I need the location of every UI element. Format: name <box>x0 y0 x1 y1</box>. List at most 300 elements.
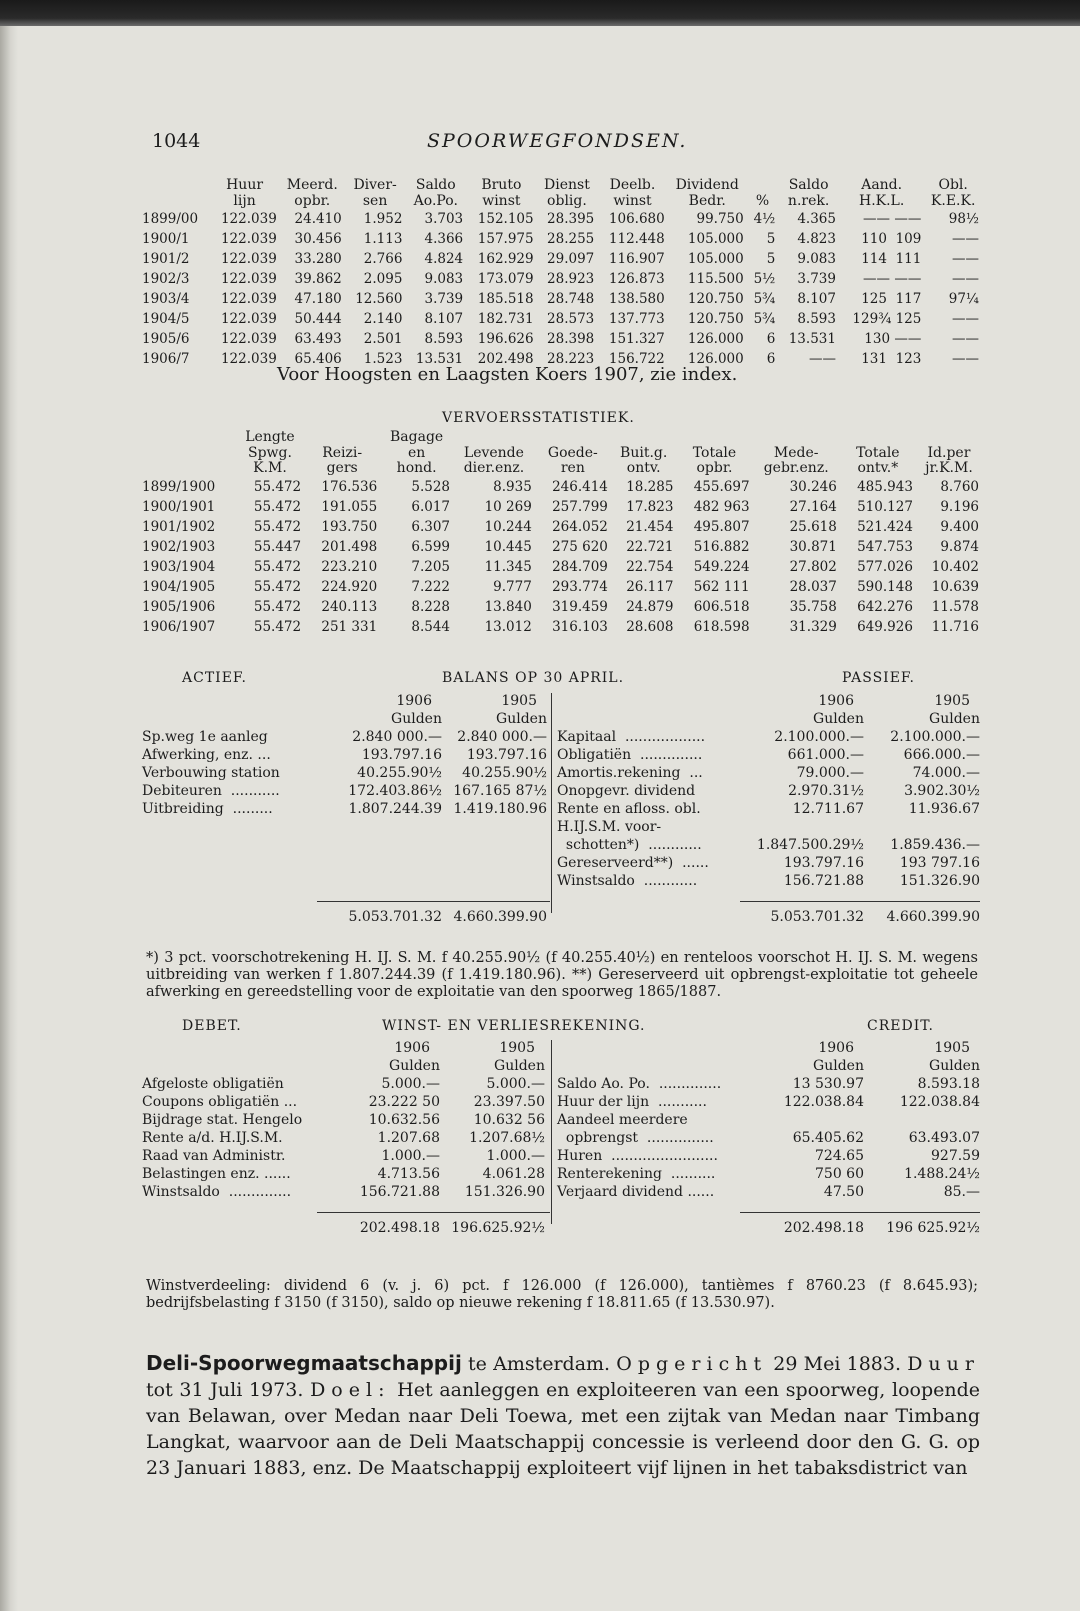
table-cell: 138.580 <box>608 291 665 307</box>
table-cell: 122.039 <box>220 331 277 347</box>
table-cell: 35.758 <box>789 598 837 615</box>
entry-value: 1.207.68½ <box>469 1130 545 1146</box>
table-cell: 28.608 <box>626 618 674 635</box>
header-cell: % <box>755 192 770 209</box>
entry-value: 2.840 000.— <box>352 729 442 745</box>
pl-footnote: Winstverdeeling: dividend 6 (v. j. 6) pct. f 126.000 (f 126.000), tantièmes f 8760.23 (f 8.645.93); bedrijfsbelasting f 3150 (f 3150), saldo op nieuwe rekening f 18.811.65 (f 13.530.97). <box>146 1278 978 1311</box>
entry-label: Renterekening .......... <box>557 1166 716 1182</box>
table-cell: 27.164 <box>789 498 837 515</box>
table-cell: 55.472 <box>253 578 302 595</box>
row-year: 1904/1905 <box>142 578 216 595</box>
entry-value: 4.713.56 <box>377 1166 440 1182</box>
table-cell: 6.599 <box>411 538 451 555</box>
profit-loss-account <box>142 1040 980 1290</box>
row-year: 1900/1 <box>142 231 190 247</box>
table-row <box>142 517 982 537</box>
financial-table-body <box>142 209 982 369</box>
table-cell: 2.095 <box>363 271 403 287</box>
table-cell: 1.113 <box>363 231 403 247</box>
table-cell: 191.055 <box>321 498 378 515</box>
entry-value: 10.632 56 <box>473 1112 545 1128</box>
header-cell: Dividend <box>675 177 739 193</box>
table-cell: 202.498 <box>477 351 534 367</box>
entry-value: 1.000.— <box>381 1148 440 1164</box>
table-cell: 33.280 <box>294 251 342 267</box>
entry-value: 661.000.— <box>787 747 864 763</box>
table-cell: 1.523 <box>363 351 403 367</box>
entry-label: Verjaard dividend ...... <box>557 1184 715 1200</box>
table-cell: —— <box>952 271 979 287</box>
table-cell: 8.935 <box>493 478 532 495</box>
table-cell: 6 <box>766 331 776 347</box>
table-cell: 50.444 <box>294 311 342 327</box>
entry-value: 151.326.90 <box>899 873 980 889</box>
table-cell: 4.824 <box>424 251 464 267</box>
entry-value: 47.50 <box>823 1184 864 1200</box>
entry-value: 79.000.— <box>796 765 864 781</box>
header-cell: dier.enz. <box>463 460 525 476</box>
table-cell: 562 111 <box>693 578 750 595</box>
table-row <box>142 557 982 577</box>
entry-label: Verbouwing station <box>142 765 280 781</box>
table-cell: 25.618 <box>789 518 837 535</box>
table-cell: 29.097 <box>547 251 595 267</box>
table-cell: 10.639 <box>931 578 979 595</box>
table-cell: 649.926 <box>857 618 913 635</box>
header-cell: Goede- <box>547 444 598 461</box>
table-cell: 173.079 <box>477 271 534 287</box>
table-cell: 284.709 <box>552 558 608 575</box>
header-row <box>142 461 982 477</box>
table-cell: —— <box>952 251 979 267</box>
entry-value: 1.488.24½ <box>904 1166 980 1182</box>
table-cell: 26.117 <box>626 578 674 595</box>
entry-label: Raad van Administr. <box>142 1148 286 1164</box>
table-cell: 193.750 <box>321 518 378 535</box>
header-cell <box>840 430 916 446</box>
table-cell: 28.573 <box>547 311 595 327</box>
table-cell: 114 111 <box>861 251 922 267</box>
entry-value: 11.936.67 <box>908 801 980 817</box>
year-header: 1905 <box>934 1040 970 1056</box>
entry-value: 63.493.07 <box>908 1130 980 1146</box>
table-cell: 176.536 <box>321 478 378 495</box>
table-cell: 10.445 <box>484 538 532 555</box>
table-cell: 131 123 <box>861 351 922 367</box>
table-cell: 13.840 <box>484 598 532 615</box>
total-value: 196.625.92½ <box>451 1220 545 1236</box>
scan-top-edge <box>0 0 1080 26</box>
entry-label: Obligatiën .............. <box>557 747 703 763</box>
table-cell: 9.400 <box>940 518 979 535</box>
entry-value: 122.038.84 <box>783 1094 864 1110</box>
koers-note: Voor Hoogsten en Laagsten Koers 1907, zie index. <box>277 364 738 385</box>
table-cell: 547.753 <box>857 538 913 555</box>
header-cell: Huur <box>226 177 264 193</box>
table-cell: 642.276 <box>857 598 913 615</box>
table-cell: 6.017 <box>411 498 451 515</box>
balance-right-title: PASSIEF. <box>842 670 915 686</box>
entry-label: Coupons obligatiën ... <box>142 1094 298 1110</box>
table-cell: 246.414 <box>552 478 608 495</box>
header-cell <box>747 178 779 194</box>
table-cell: 55.472 <box>253 498 302 515</box>
table-row <box>142 497 982 517</box>
table-cell: —— <box>952 311 979 327</box>
header-cell: Aand. <box>861 177 903 193</box>
balance-title: BALANS OP 30 APRIL. <box>442 670 625 686</box>
header-cell: K.E.K. <box>930 192 976 209</box>
row-year: 1905/1906 <box>142 598 216 615</box>
table-cell: 24.410 <box>294 211 342 227</box>
header-cell <box>304 430 380 446</box>
table-cell: 9.777 <box>493 578 532 595</box>
table-cell: —— —— <box>863 211 922 227</box>
table-cell: 122.039 <box>220 231 277 247</box>
page-number: 1044 <box>152 130 201 152</box>
table-cell: 122.039 <box>220 311 277 327</box>
header-cell: Totale <box>692 444 737 461</box>
table-cell: 55.447 <box>253 538 302 555</box>
header-cell: en <box>407 444 426 461</box>
table-cell: 24.879 <box>626 598 674 615</box>
table-row <box>142 477 982 497</box>
table-cell: 5 <box>766 251 776 267</box>
table-cell: 6 <box>766 351 776 367</box>
table-cell: 12.560 <box>355 291 403 307</box>
row-year: 1903/1904 <box>142 558 216 575</box>
table-cell: 485.943 <box>857 478 913 495</box>
table-cell: 196.626 <box>477 331 534 347</box>
entry-value: 2.970.31½ <box>788 783 864 799</box>
entry-value: 1.807.244.39 <box>348 801 442 817</box>
table-cell: 129¾ 125 <box>852 311 922 327</box>
table-cell: 116.907 <box>608 251 665 267</box>
table-cell: 47.180 <box>294 291 342 307</box>
entry-value: 23.397.50 <box>473 1094 545 1110</box>
table-cell: 10.402 <box>931 558 979 575</box>
table-cell: 7.222 <box>411 578 451 595</box>
entry-value: 193.797.16 <box>783 855 864 871</box>
header-cell: Bedr. <box>688 192 726 209</box>
entry-value: 74.000.— <box>912 765 980 781</box>
header-cell <box>753 430 840 446</box>
table-cell: 11.578 <box>931 598 979 615</box>
table-cell: —— <box>952 231 979 247</box>
table-cell: 8.107 <box>797 291 836 307</box>
entry-value: 10.632.56 <box>368 1112 440 1128</box>
table-cell: 316.103 <box>552 618 608 635</box>
row-year: 1906/7 <box>142 351 190 367</box>
table-cell: 97¼ <box>948 291 979 307</box>
table-cell: 28.398 <box>547 331 595 347</box>
table-cell: 115.500 <box>687 271 744 287</box>
transport-table <box>142 430 982 637</box>
header-cell: Levende <box>463 444 524 461</box>
table-cell: 4.366 <box>424 231 464 247</box>
entry-label: Amortis.rekening ... <box>557 765 703 781</box>
total-value: 196 625.92½ <box>886 1220 980 1236</box>
table-cell: 55.472 <box>253 558 302 575</box>
table-cell: 151.327 <box>608 331 665 347</box>
table-cell: 130 —— <box>864 331 922 347</box>
header-cell <box>535 430 611 446</box>
transport-table-header <box>142 430 982 477</box>
header-cell: Dienst <box>544 177 590 193</box>
row-year: 1903/4 <box>142 291 190 307</box>
entry-value: 5.000.— <box>381 1076 440 1092</box>
entry-value: 156.721.88 <box>783 873 864 889</box>
table-cell: 65.406 <box>294 351 342 367</box>
unit-header: Gulden <box>929 1058 980 1074</box>
table-cell: 157.975 <box>477 231 534 247</box>
table-cell: 5½ <box>753 271 776 287</box>
table-cell: 106.680 <box>608 211 665 227</box>
header-cell: Bagage <box>390 429 444 445</box>
table-cell: 18.285 <box>626 478 674 495</box>
table-cell: 162.929 <box>477 251 534 267</box>
entry-label: schotten*) ............ <box>557 837 702 853</box>
entry-value: 666.000.— <box>903 747 980 763</box>
table-cell: 110 109 <box>861 231 922 247</box>
entry-label: Aandeel meerdere <box>557 1112 688 1128</box>
unit-header: Gulden <box>494 1058 545 1074</box>
table-cell: 3.739 <box>424 291 464 307</box>
pl-right-title: CREDIT. <box>867 1018 934 1034</box>
balance-left-title: ACTIEF. <box>182 670 247 686</box>
table-cell: 17.823 <box>626 498 674 515</box>
table-cell: 122.039 <box>220 351 277 367</box>
row-year: 1902/1903 <box>142 538 216 555</box>
table-cell: 319.459 <box>552 598 608 615</box>
header-cell: ren <box>560 460 585 476</box>
header-cell: sen <box>362 192 388 209</box>
table-cell: 13.531 <box>415 351 464 367</box>
deli-text-3: tot 31 Juli 1973. <box>146 1379 311 1401</box>
company-name: Deli-Spoorwegmaatschappij <box>146 1351 462 1375</box>
header-row <box>142 178 982 194</box>
table-cell: 11.716 <box>931 618 979 635</box>
table-cell: 125 117 <box>861 291 922 307</box>
table-cell: 7.205 <box>411 558 451 575</box>
table-cell: 137.773 <box>608 311 665 327</box>
table-cell: 122.039 <box>220 291 277 307</box>
table-cell: 185.518 <box>477 291 534 307</box>
table-cell: 63.493 <box>294 331 342 347</box>
table-cell: 8.760 <box>940 478 979 495</box>
table-cell: 240.113 <box>321 598 378 615</box>
table-cell: 27.802 <box>789 558 837 575</box>
table-cell: 251 331 <box>321 618 378 635</box>
entry-value: 122.038.84 <box>899 1094 980 1110</box>
table-cell: 13.012 <box>484 618 532 635</box>
table-cell: 6.307 <box>411 518 451 535</box>
entry-value: 2.100.000.— <box>890 729 980 745</box>
header-cell <box>916 430 982 446</box>
table-cell: 126.000 <box>687 331 744 347</box>
entry-label: Rente en afloss. obl. <box>557 801 701 817</box>
unit-header: Gulden <box>929 711 980 727</box>
entry-label: Afwerking, enz. ... <box>142 747 271 763</box>
deli-entry <box>146 1350 980 1481</box>
table-cell: 10.244 <box>484 518 532 535</box>
header-cell: Id.per <box>927 444 971 461</box>
table-cell: 5.528 <box>411 478 451 495</box>
unit-header: Gulden <box>496 711 547 727</box>
table-cell: 99.750 <box>696 211 744 227</box>
table-cell: 55.472 <box>253 618 302 635</box>
table-cell: 10 269 <box>484 498 532 515</box>
total-value: 4.660.399.90 <box>453 909 547 925</box>
column-divider <box>551 693 552 913</box>
table-cell: 30.456 <box>294 231 342 247</box>
table-cell: 455.697 <box>693 478 750 495</box>
pl-title: WINST- EN VERLIESREKENING. <box>382 1018 646 1034</box>
table-cell: 549.224 <box>693 558 750 575</box>
table-row <box>142 289 982 309</box>
transport-table-body <box>142 477 982 637</box>
unit-header: Gulden <box>813 711 864 727</box>
year-header: 1905 <box>934 693 970 709</box>
header-cell: Buit.g. <box>620 444 668 461</box>
row-year: 1899/00 <box>142 211 199 227</box>
header-cell: ontv. <box>626 460 661 476</box>
table-cell: 30.246 <box>789 478 837 495</box>
entry-value: 1.859.436.— <box>890 837 980 853</box>
table-cell: 39.862 <box>294 271 342 287</box>
transport-title: VERVOERSSTATISTIEK. <box>442 410 635 426</box>
header-cell <box>142 446 236 462</box>
pl-left-title: DEBET. <box>182 1018 242 1034</box>
table-row <box>142 617 982 637</box>
header-cell: Mede- <box>773 444 819 461</box>
header-cell <box>142 178 209 194</box>
total-value: 5.053.701.32 <box>770 909 864 925</box>
header-row <box>142 446 982 462</box>
table-cell: 8.107 <box>424 311 464 327</box>
table-cell: 3.739 <box>797 271 836 287</box>
table-row <box>142 577 982 597</box>
table-row <box>142 209 982 229</box>
table-cell: 120.750 <box>687 291 744 307</box>
table-cell: 152.105 <box>477 211 534 227</box>
entry-value: 193 797.16 <box>899 855 980 871</box>
header-cell <box>142 461 236 477</box>
table-cell: 28.395 <box>547 211 595 227</box>
table-cell: 28.923 <box>547 271 595 287</box>
table-cell: 8.593 <box>797 311 836 327</box>
entry-value: 12.711.67 <box>792 801 864 817</box>
table-cell: 22.754 <box>626 558 674 575</box>
deli-text-1: te Amsterdam. <box>461 1353 617 1375</box>
table-cell: 1.952 <box>363 211 403 227</box>
entry-label: Huren ........................ <box>557 1148 718 1164</box>
entry-label: Uitbreiding ......... <box>142 801 273 817</box>
entry-label: H.IJ.S.M. voor- <box>557 819 662 835</box>
table-cell: 257.799 <box>552 498 608 515</box>
entry-label: opbrengst ............... <box>557 1130 714 1146</box>
table-cell: 2.140 <box>363 311 403 327</box>
row-year: 1902/3 <box>142 271 190 287</box>
entry-value: 172.403.86½ <box>348 783 442 799</box>
table-cell: 126.873 <box>608 271 665 287</box>
table-cell: 8.593 <box>424 331 464 347</box>
header-cell: Deelb. <box>609 177 656 193</box>
running-title: SPOORWEGFONDSEN. <box>427 130 688 152</box>
unit-header: Gulden <box>391 711 442 727</box>
entry-label: Saldo Ao. Po. .............. <box>557 1076 722 1092</box>
entry-value: 1.847.500.29½ <box>756 837 864 853</box>
header-cell <box>142 430 236 446</box>
table-cell: 28.255 <box>547 231 595 247</box>
header-cell: Saldo <box>415 177 456 193</box>
entry-label: Bijdrage stat. Hengelo <box>142 1112 303 1128</box>
table-cell: 21.454 <box>626 518 674 535</box>
doel-label: Doel: <box>310 1379 391 1401</box>
header-cell: Obl. <box>938 177 968 193</box>
table-cell: 618.598 <box>693 618 750 635</box>
table-cell: 224.920 <box>321 578 378 595</box>
total-value: 202.498.18 <box>783 1220 864 1236</box>
unit-header: Gulden <box>813 1058 864 1074</box>
table-cell: 264.052 <box>552 518 608 535</box>
total-rule <box>317 901 550 902</box>
table-cell: 98½ <box>948 211 979 227</box>
entry-value: 65.405.62 <box>792 1130 864 1146</box>
entry-value: 13 530.97 <box>792 1076 864 1092</box>
table-row <box>142 329 982 349</box>
table-cell: 9.196 <box>940 498 979 515</box>
header-cell: ontv.* <box>857 460 899 476</box>
table-cell: 9.874 <box>940 538 979 555</box>
table-cell: 9.083 <box>424 271 464 287</box>
entry-value: 85.— <box>943 1184 980 1200</box>
header-cell: opbr. <box>696 460 733 476</box>
entry-label: Winstsaldo ............ <box>557 873 698 889</box>
table-cell: 223.210 <box>321 558 378 575</box>
duur-label: Duur <box>907 1353 980 1375</box>
header-row <box>142 430 982 446</box>
entry-value: 167.165 87½ <box>453 783 547 799</box>
entry-value: 40.255.90½ <box>462 765 547 781</box>
header-cell: lijn <box>233 192 256 209</box>
table-cell: 30.871 <box>789 538 837 555</box>
year-header: 1906 <box>396 693 432 709</box>
table-cell: 122.039 <box>220 271 277 287</box>
row-year: 1899/1900 <box>142 478 216 495</box>
header-row <box>142 194 982 210</box>
entry-label: Onopgevr. dividend <box>557 783 696 799</box>
header-cell: jr.K.M. <box>925 460 973 476</box>
table-cell: 510.127 <box>857 498 913 515</box>
header-cell: Bruto <box>481 177 522 193</box>
table-cell: 521.424 <box>857 518 913 535</box>
year-header: 1906 <box>818 693 854 709</box>
table-row <box>142 229 982 249</box>
table-cell: 13.531 <box>788 331 836 347</box>
table-cell: 55.472 <box>253 478 302 495</box>
header-cell: gebr.enz. <box>763 460 829 476</box>
header-cell: Spwg. <box>248 444 292 461</box>
table-cell: 577.026 <box>857 558 913 575</box>
header-cell: Totale <box>856 444 900 461</box>
entry-value: 8.593.18 <box>917 1076 980 1092</box>
header-cell <box>611 430 677 446</box>
row-year: 1901/1902 <box>142 518 216 535</box>
entry-value: 151.326.90 <box>464 1184 545 1200</box>
header-cell: gers <box>326 460 358 476</box>
table-cell: 55.472 <box>253 598 302 615</box>
